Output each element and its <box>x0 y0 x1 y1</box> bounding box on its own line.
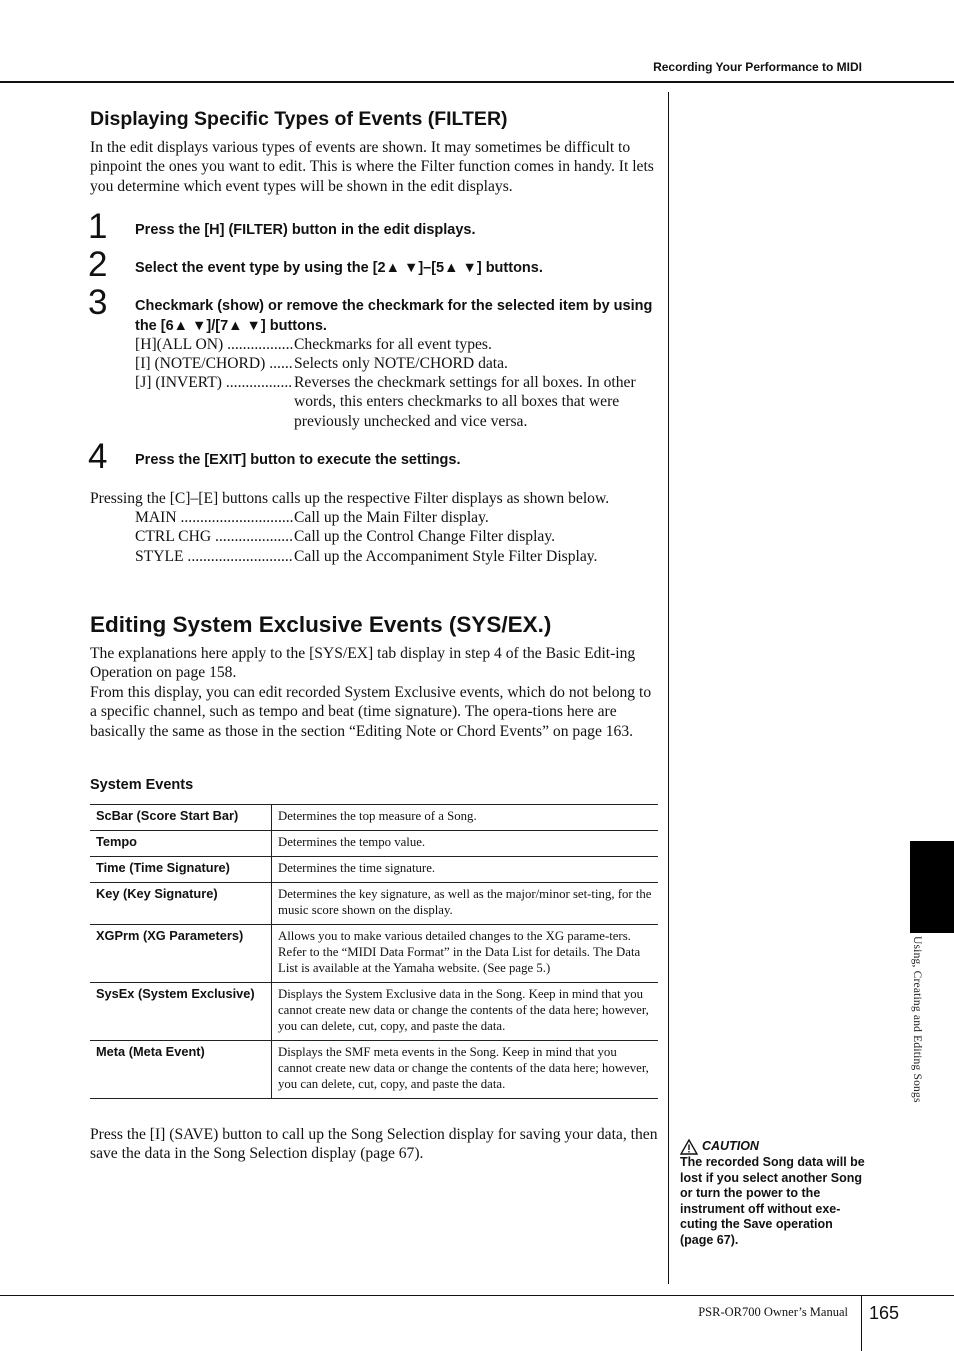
event-name: ScBar (Score Start Bar) <box>90 805 272 831</box>
save-instructions: Press the [I] (SAVE) button to call up the Song Selection display for saving your data, then save the data in the Song Selection display (page 67). <box>90 1126 658 1163</box>
table-row <box>90 883 658 925</box>
system-events-table <box>90 804 658 1099</box>
option-value: Reverses the checkmark settings for all boxes. In other words, this enters checkmarks to all boxes that were previously unchecked and vice versa. <box>294 374 636 430</box>
manual-name: PSR-OR700 Owner’s Manual <box>698 1305 848 1319</box>
event-name: Key (Key Signature) <box>90 883 272 925</box>
table-row <box>90 983 658 1041</box>
display-value: Call up the Main Filter display. <box>294 509 489 526</box>
event-name: XGPrm (XG Parameters) <box>90 925 272 983</box>
running-header: Recording Your Performance to MIDI <box>653 60 862 74</box>
table-row <box>90 1041 658 1099</box>
event-description: Determines the time signature. <box>272 857 659 883</box>
sysex-para-2: From this display, you can edit recorded System Exclusive events, which do not belong to a specific channel, such as tempo and beat (time signature). The opera-tions here are basically the same as those in the section “Editing Note or Chord Events” on page 163. <box>90 684 652 740</box>
filter-intro: In the edit displays various types of events are shown. It may sometimes be difficult to pinpoint the ones you want to edit. This is where the Filter function comes in handy. It lets you determine which event types will be shown in the edit displays. <box>90 139 654 195</box>
display-value: Call up the Accompaniment Style Filter Display. <box>294 548 598 565</box>
table-row <box>90 831 658 857</box>
step-2-number: 2 <box>88 245 108 284</box>
event-name: Tempo <box>90 831 272 857</box>
step-3-number: 3 <box>88 283 108 322</box>
option-value: Selects only NOTE/CHORD data. <box>294 355 508 372</box>
option-key: [I] (NOTE/CHORD) ..... <box>135 354 293 373</box>
header-rule <box>0 81 954 83</box>
step-1-number: 1 <box>88 207 108 246</box>
sysex-para-1: The explanations here apply to the [SYS/EX] tab display in step 4 of the Basic Edit-ing Operation on page 158. <box>90 645 636 682</box>
caution-note <box>680 1139 865 1248</box>
step-4-text: Press the [EXIT] button to execute the settings. <box>135 452 461 468</box>
chapter-tab <box>910 841 954 933</box>
step-1-text: Press the [H] (FILTER) button in the edit displays. <box>135 222 476 238</box>
table-row <box>90 857 658 883</box>
event-description: Determines the top measure of a Song. <box>272 805 659 831</box>
event-name: Meta (Meta Event) <box>90 1041 272 1099</box>
table-row <box>90 925 658 983</box>
caution-text: The recorded Song data will be lost if you select another Song or turn the power to the instrument off without exe-cuting the Save operation (page 67). <box>680 1155 865 1247</box>
event-description: Determines the tempo value. <box>272 831 659 857</box>
display-key: CTRL CHG ..... <box>135 527 293 546</box>
display-value: Call up the Control Change Filter display. <box>294 528 556 545</box>
event-description: Displays the SMF meta events in the Song. Keep in mind that you cannot create new data or change the contents of the data here; however, you can delete, cut, copy, and paste the data. <box>272 1041 659 1099</box>
filter-heading: Displaying Specific Types of Events (FILTER) <box>90 108 508 130</box>
sysex-heading: Editing System Exclusive Events (SYS/EX.) <box>90 612 552 637</box>
option-value: Checkmarks for all event types. <box>294 336 492 353</box>
event-description: Allows you to make various detailed changes to the XG parame-ters. Refer to the “MIDI Data Format” in the Data List for details. The Data List is available at the Yamaha website. (See page 5.) <box>272 925 659 983</box>
footer-rule <box>0 1295 954 1296</box>
chapter-tab-label: Using, Creating and Editing Songs <box>911 936 923 1103</box>
column-divider <box>668 92 669 1284</box>
caution-title: CAUTION <box>702 1139 759 1154</box>
step-4-number: 4 <box>88 437 108 476</box>
warning-triangle-icon <box>680 1139 698 1155</box>
table-row <box>90 805 658 831</box>
event-name: Time (Time Signature) <box>90 857 272 883</box>
event-description: Displays the System Exclusive data in the Song. Keep in mind that you cannot create new data or change the contents of the data here; however, you can delete, cut, copy, and paste the data. <box>272 983 659 1041</box>
system-events-subheading: System Events <box>90 777 194 793</box>
step-2-text: Select the event type by using the [2▲ ▼]–[5▲ ▼] buttons. <box>135 260 543 276</box>
option-key: [J] (INVERT) ..... <box>135 373 293 392</box>
option-key: [H](ALL ON) ..... <box>135 335 293 354</box>
step-3-text: Checkmark (show) or remove the checkmark for the selected item by using the [6▲ ▼]/[7▲ ▼] buttons. <box>135 298 653 334</box>
event-description: Determines the key signature, as well as the major/minor set-ting, for the music score shown on the display. <box>272 883 659 925</box>
display-key: STYLE ..... <box>135 547 293 566</box>
display-key: MAIN ..... <box>135 508 293 527</box>
footer-separator <box>861 1296 862 1351</box>
page-number: 165 <box>869 1303 900 1323</box>
pressing-text: Pressing the [C]–[E] buttons calls up the respective Filter displays as shown below. <box>90 490 610 507</box>
event-name: SysEx (System Exclusive) <box>90 983 272 1041</box>
